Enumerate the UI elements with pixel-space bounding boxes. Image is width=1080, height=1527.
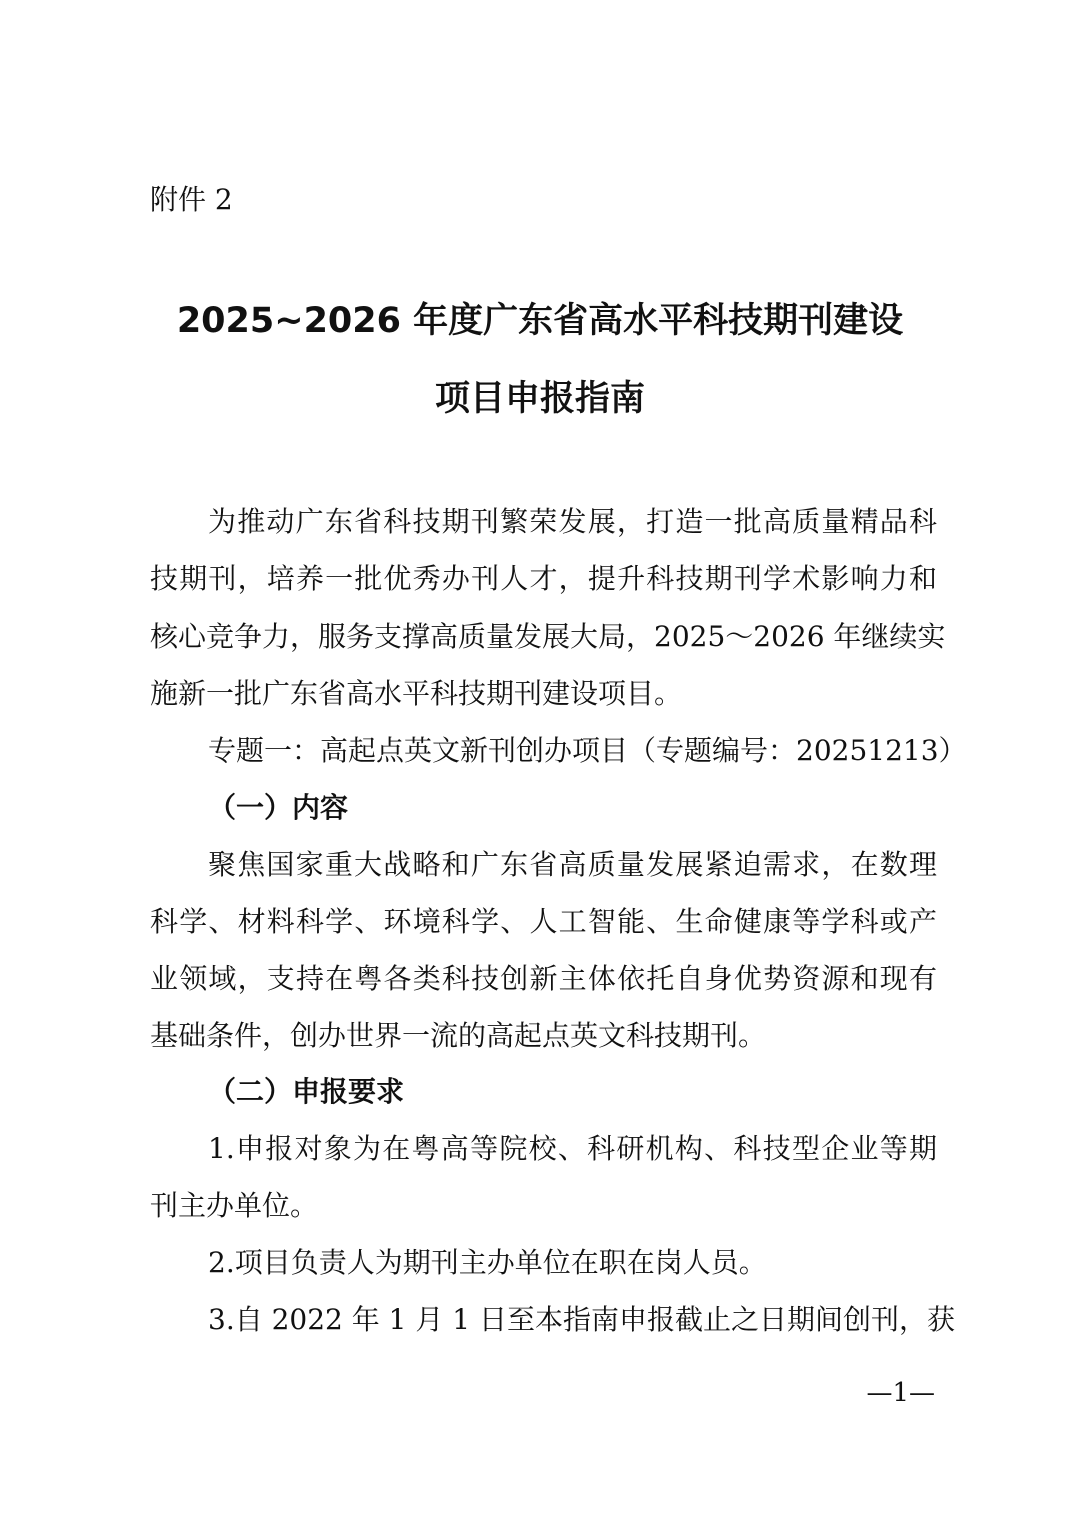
content-line-3: 业领域，支持在粤各类科技创新主体依托自身优势资源和现有	[150, 962, 937, 995]
section-heading-content: （一）内容	[208, 791, 349, 824]
intro-line-1: 为推动广东省科技期刊繁荣发展，打造一批高质量精品科	[208, 505, 937, 538]
intro-line-2: 技期刊，培养一批优秀办刊人才，提升科技期刊学术影响力和	[150, 562, 937, 595]
page-title-line-2: 项目申报指南	[434, 379, 645, 419]
page-number: —1—	[866, 1378, 935, 1408]
requirement-line-4: 3.自 2022 年 1 月 1 日至本指南申报截止之日期间创刊，获	[208, 1303, 956, 1336]
requirement-line-3: 2.项目负责人为期刊主办单位在职在岗人员。	[208, 1246, 767, 1279]
topic-line: 专题一：高起点英文新刊创办项目（专题编号：20251213）	[208, 734, 967, 767]
page-title-line-1: 2025~2026 年度广东省高水平科技期刊建设	[176, 301, 904, 341]
section-heading-requirements: （二）申报要求	[208, 1075, 405, 1108]
intro-line-3: 核心竞争力，服务支撑高质量发展大局，2025～2026 年继续实	[150, 620, 946, 653]
requirement-line-1: 1.申报对象为在粤高等院校、科研机构、科技型企业等期	[208, 1132, 937, 1165]
content-line-1: 聚焦国家重大战略和广东省高质量发展紧迫需求，在数理	[208, 848, 937, 881]
content-line-4: 基础条件，创办世界一流的高起点英文科技期刊。	[150, 1019, 767, 1052]
intro-line-4: 施新一批广东省高水平科技期刊建设项目。	[150, 677, 683, 710]
attachment-label: 附件 2	[150, 183, 233, 216]
requirement-line-2: 刊主办单位。	[150, 1189, 319, 1222]
content-line-2: 科学、材料科学、环境科学、人工智能、生命健康等学科或产	[150, 905, 937, 938]
